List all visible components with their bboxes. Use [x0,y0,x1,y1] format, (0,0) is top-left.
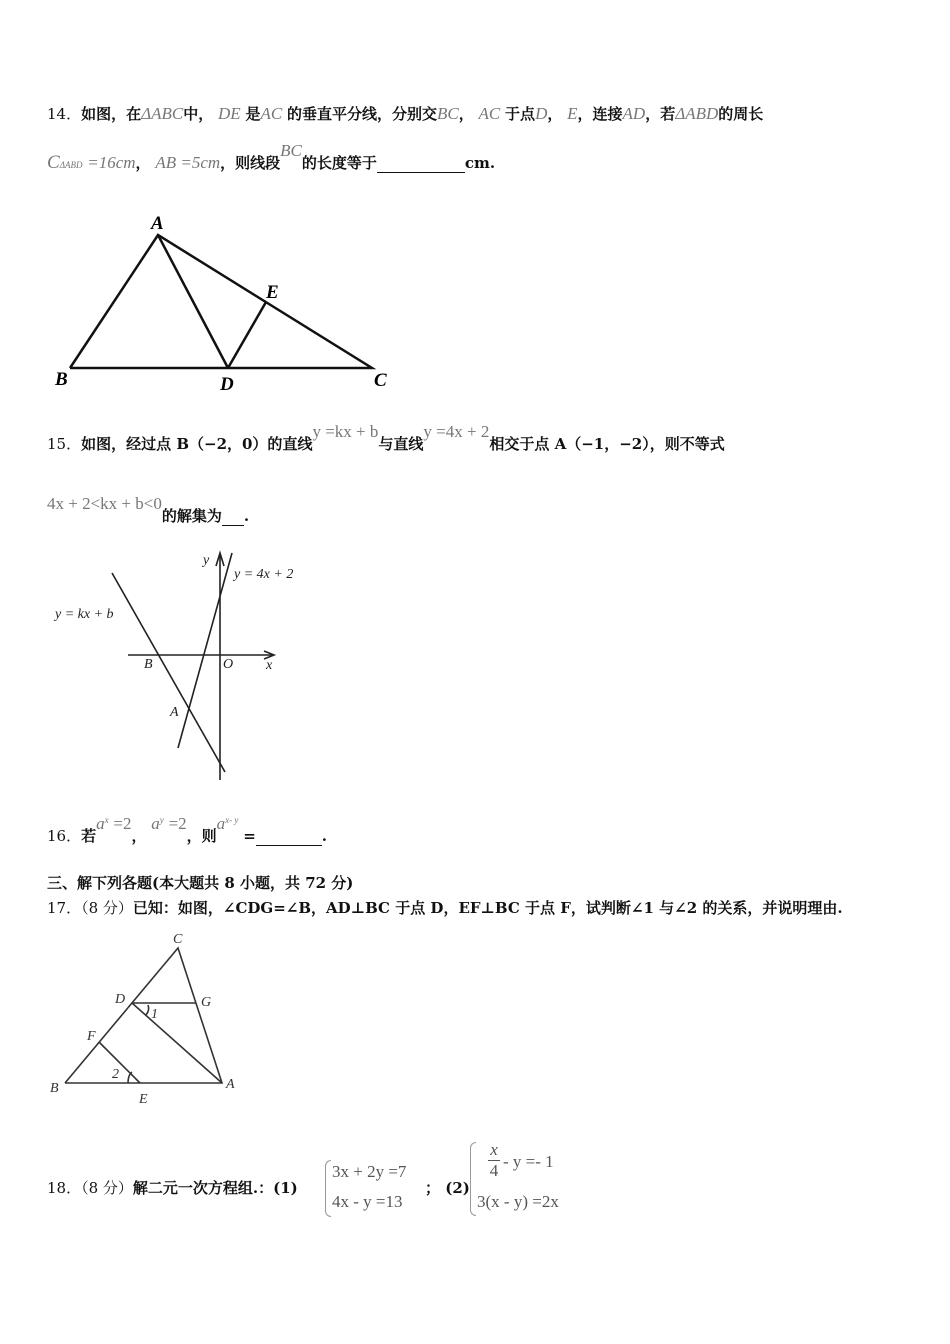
q14-t6: 于点 [505,105,536,123]
q14-num: 14． [47,105,82,123]
q16-m5: a [216,814,226,833]
q14-m11: =16cm [87,153,136,172]
fraction [488,1140,500,1181]
q16-s5: x- y [225,815,239,825]
q18-sep: ； [425,1179,441,1197]
brace-1 [325,1160,331,1217]
q14-m13: BC [280,141,302,160]
label-C: C [173,932,183,947]
q18-t1: 解二元一次方程组.： [132,1179,274,1197]
q16-t3: ，则 [186,827,217,845]
q14-m7: E [567,104,578,123]
origin-label: O [223,657,234,672]
q18-e2den: 4 [489,1161,499,1180]
q18-num: 18．（8 分） [47,1179,133,1197]
q14-m8: AD [622,104,646,123]
q16-s3: y [159,815,164,825]
q14-m2: DE [218,104,241,123]
label-D: D [115,992,126,1007]
question-15-line2 [47,493,250,525]
q15-m1: y =kx + b [312,422,379,441]
label-B: B [55,369,68,390]
q16-t1: 若 [81,827,97,845]
q14-m3: AC [260,104,283,123]
label-F: F [87,1029,96,1044]
y-axis-label: y [203,553,210,568]
equation-2a: - y =- 1 [503,1152,554,1171]
q14-t13: 的长度等于 [301,154,377,172]
brace-2 [470,1142,476,1216]
q16-m1: a [96,814,105,833]
section-heading: 三、解下列各题(本大题共 8 小题，共 72 分) [47,874,354,892]
q18-p2: (2) [445,1179,470,1197]
equation-2b: 3(x - y) =2x [477,1192,559,1211]
q16-m4: =2 [168,814,187,833]
q15-t4: 的解集为 [161,507,222,525]
q14-t2: 中， [183,105,214,123]
q15-m2: y =4x + 2 [423,422,490,441]
label-E: E [266,282,279,303]
q18-p1: (1) [273,1179,298,1197]
x-axis-label: x [266,658,273,673]
question-15-line1 [47,422,725,454]
q15-t1: 如图，经过点 B（−2，0）的直线 [81,435,313,453]
q18-e2num: x [490,1140,498,1159]
angle-figure [65,948,222,1083]
label-G: G [201,995,212,1010]
q15-t5: . [243,507,250,525]
angle-1-label: 1 [151,1007,158,1022]
label-A: A [226,1077,235,1092]
line-kx-b-label: y = kx + b [55,607,114,622]
answer-blank[interactable] [256,827,322,846]
label-B: B [50,1081,59,1096]
q14-t12: ，则线段 [220,154,281,172]
q16-num: 16． [47,827,82,845]
question-17 [47,897,843,918]
angle-2-label: 2 [112,1067,119,1082]
separator [425,1177,470,1198]
q16-m2: =2 [113,814,132,833]
q16-t5: . [321,827,328,845]
q16-s1: x [104,815,109,825]
q14-t5: ， [458,105,474,123]
q14-m12: AB =5cm [155,153,221,172]
q14-m1: ΔABC [141,104,184,123]
q14-m10sub: ΔABD [59,160,83,170]
q15-num: 15． [47,435,82,453]
equation-1b: 4x - y =13 [332,1192,403,1211]
q14-t9: ，若 [645,105,676,123]
q14-unit: cm. [464,154,496,172]
q16-t2: ， [131,827,147,845]
q14-m10: C [47,152,60,173]
equation-1a: 3x + 2y =7 [332,1162,407,1181]
q15-t3: 相交于点 A（−1，−2），则不等式 [489,435,725,453]
q15-t2: 与直线 [378,435,424,453]
q14-t11: ， [135,154,151,172]
answer-blank[interactable] [222,507,244,526]
point-A-label: A [170,705,179,720]
question-16 [47,814,328,846]
triangle-figure [70,235,372,368]
q17-num: 17．（8 分） [47,899,133,917]
graph-figure [112,553,274,780]
q15-m3: 4x + 2<kx + b<0 [47,494,162,513]
q14-m4: BC [437,104,459,123]
q14-t8: ，连接 [577,105,623,123]
q14-m6: D [535,104,548,123]
q14-t7: ， [547,105,563,123]
q14-m5: AC [478,104,501,123]
label-D: D [220,374,234,395]
q14-t10: 的周长 [718,105,764,123]
q16-m3: a [151,814,160,833]
label-E: E [139,1092,148,1107]
q16-t4: = [243,827,256,845]
point-B-label: B [144,657,153,672]
line-4x-2-label: y = 4x + 2 [234,567,294,582]
q14-t3: 是 [245,105,261,123]
question-18 [47,1177,298,1198]
label-C: C [374,370,387,391]
q14-m9: ΔABD [675,104,719,123]
q17-text: 已知：如图，∠CDG=∠B，AD⊥BC 于点 D，EF⊥BC 于点 F，试判断∠1 与∠2 的关系，并说明理由. [132,899,843,917]
label-A: A [151,213,164,234]
q14-t4: 的垂直平分线，分别交 [286,105,437,123]
q14-t1: 如图，在 [81,105,142,123]
